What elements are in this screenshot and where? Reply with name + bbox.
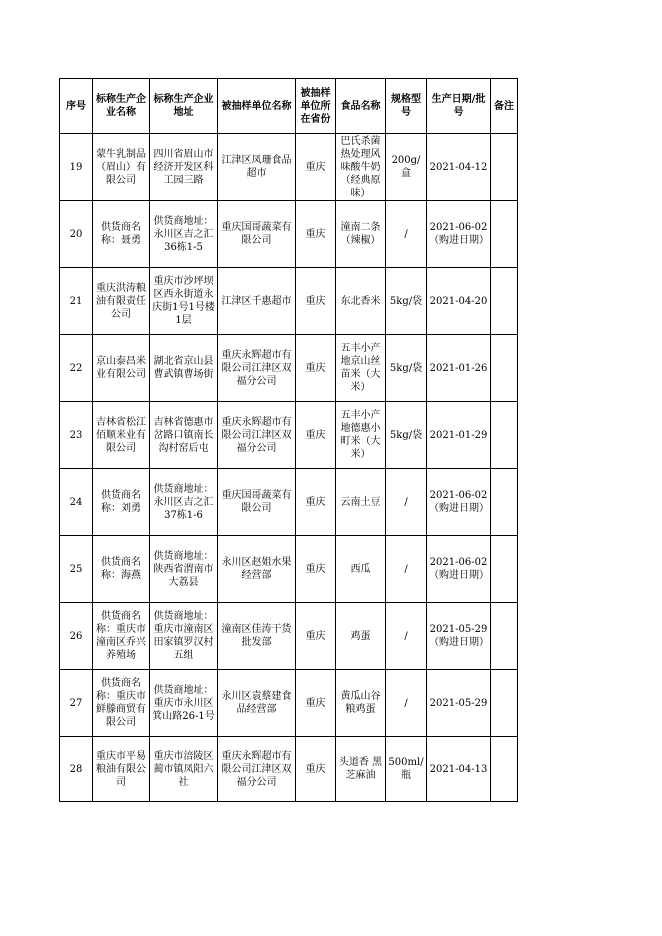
cell-producer-name: 吉林省松江佰顺米业有限公司 bbox=[93, 402, 150, 469]
cell-food-name: 鸡蛋 bbox=[336, 603, 386, 670]
cell-province: 重庆 bbox=[296, 134, 336, 201]
cell-sampled-unit: 潼南区佳涛干货批发部 bbox=[218, 603, 296, 670]
cell-food-name: 云南土豆 bbox=[336, 469, 386, 536]
cell-remarks bbox=[491, 201, 518, 268]
cell-province: 重庆 bbox=[296, 603, 336, 670]
cell-province: 重庆 bbox=[296, 402, 336, 469]
cell-date-batch: 2021-04-20 bbox=[427, 268, 491, 335]
cell-seq: 25 bbox=[60, 536, 93, 603]
cell-province: 重庆 bbox=[296, 670, 336, 737]
cell-sampled-unit: 永川区赵姐水果经营部 bbox=[218, 536, 296, 603]
cell-remarks bbox=[491, 134, 518, 201]
cell-remarks bbox=[491, 737, 518, 802]
cell-seq: 21 bbox=[60, 268, 93, 335]
cell-province: 重庆 bbox=[296, 536, 336, 603]
cell-producer-name: 供货商名称：重庆市鲜滕商贸有限公司 bbox=[93, 670, 150, 737]
cell-sampled-unit: 重庆永辉超市有限公司江津区双福分公司 bbox=[218, 335, 296, 402]
cell-producer-address: 吉林省德惠市岔路口镇南长沟村窑后屯 bbox=[150, 402, 218, 469]
cell-remarks bbox=[491, 670, 518, 737]
table-row bbox=[60, 469, 518, 536]
cell-spec: / bbox=[386, 670, 427, 737]
cell-province: 重庆 bbox=[296, 737, 336, 802]
header-producer-name: 标称生产企业名称 bbox=[93, 79, 150, 134]
table-row bbox=[60, 402, 518, 469]
cell-remarks bbox=[491, 536, 518, 603]
table-row bbox=[60, 335, 518, 402]
table-row bbox=[60, 670, 518, 737]
header-producer-address: 标称生产企业地址 bbox=[150, 79, 218, 134]
cell-date-batch: 2021-05-29 bbox=[427, 670, 491, 737]
cell-food-name: 黄瓜山谷粮鸡蛋 bbox=[336, 670, 386, 737]
cell-spec: 500ml/瓶 bbox=[386, 737, 427, 802]
cell-seq: 27 bbox=[60, 670, 93, 737]
cell-date-batch: 2021-04-12 bbox=[427, 134, 491, 201]
cell-seq: 23 bbox=[60, 402, 93, 469]
cell-producer-name: 重庆市平易粮油有限公司 bbox=[93, 737, 150, 802]
cell-producer-address: 供货商地址：永川区吉之汇36栋1-5 bbox=[150, 201, 218, 268]
cell-producer-address: 重庆市沙坪坝区西永街道永庆街1号1号楼1层 bbox=[150, 268, 218, 335]
cell-producer-address: 供货商地址：重庆市永川区箕山路26-1号 bbox=[150, 670, 218, 737]
cell-seq: 26 bbox=[60, 603, 93, 670]
cell-spec: 5kg/袋 bbox=[386, 268, 427, 335]
cell-sampled-unit: 重庆国哥蔬菜有限公司 bbox=[218, 469, 296, 536]
cell-province: 重庆 bbox=[296, 201, 336, 268]
cell-sampled-unit: 江津区凤珊食品超市 bbox=[218, 134, 296, 201]
cell-producer-name: 供货商名称：重庆市潼南区乔兴养殖场 bbox=[93, 603, 150, 670]
cell-date-batch: 2021-05-29（购进日期） bbox=[427, 603, 491, 670]
sampling-table bbox=[59, 78, 518, 802]
header-sampled-unit: 被抽样单位名称 bbox=[218, 79, 296, 134]
cell-producer-address: 供货商地址：陕西省渭南市大荔县 bbox=[150, 536, 218, 603]
table-body bbox=[60, 134, 518, 802]
cell-producer-name: 供货商名称：刘勇 bbox=[93, 469, 150, 536]
cell-remarks bbox=[491, 402, 518, 469]
cell-remarks bbox=[491, 335, 518, 402]
cell-seq: 28 bbox=[60, 737, 93, 802]
cell-seq: 19 bbox=[60, 134, 93, 201]
cell-producer-address: 供货商地址：永川区吉之汇37栋1-6 bbox=[150, 469, 218, 536]
cell-food-name: 潼南二条（辣椒） bbox=[336, 201, 386, 268]
cell-remarks bbox=[491, 469, 518, 536]
cell-food-name: 巴氏杀菌热处理风味酸牛奶（经典原味） bbox=[336, 134, 386, 201]
cell-province: 重庆 bbox=[296, 335, 336, 402]
cell-spec: 5kg/袋 bbox=[386, 402, 427, 469]
table-row bbox=[60, 268, 518, 335]
cell-food-name: 五丰小产地德惠小町米（大米） bbox=[336, 402, 386, 469]
cell-sampled-unit: 重庆永辉超市有限公司江津区双福分公司 bbox=[218, 402, 296, 469]
cell-seq: 22 bbox=[60, 335, 93, 402]
cell-province: 重庆 bbox=[296, 469, 336, 536]
cell-sampled-unit: 重庆国哥蔬菜有限公司 bbox=[218, 201, 296, 268]
header-province: 被抽样单位所在省份 bbox=[296, 79, 336, 134]
cell-food-name: 西瓜 bbox=[336, 536, 386, 603]
cell-spec: 200g/盒 bbox=[386, 134, 427, 201]
cell-seq: 20 bbox=[60, 201, 93, 268]
table-row bbox=[60, 737, 518, 802]
cell-spec: / bbox=[386, 201, 427, 268]
cell-producer-name: 京山泰昌米业有限公司 bbox=[93, 335, 150, 402]
cell-producer-address: 湖北省京山县曹武镇曹场街 bbox=[150, 335, 218, 402]
cell-sampled-unit: 重庆永辉超市有限公司江津区双福分公司 bbox=[218, 737, 296, 802]
cell-date-batch: 2021-01-29 bbox=[427, 402, 491, 469]
header-date-batch: 生产日期/批号 bbox=[427, 79, 491, 134]
table-row bbox=[60, 536, 518, 603]
cell-producer-name: 蒙牛乳制品（眉山）有限公司 bbox=[93, 134, 150, 201]
cell-date-batch: 2021-01-26 bbox=[427, 335, 491, 402]
table-row bbox=[60, 603, 518, 670]
cell-sampled-unit: 永川区袁蔡建食品经营部 bbox=[218, 670, 296, 737]
cell-producer-address: 重庆市涪陵区蔺市镇凤阳六社 bbox=[150, 737, 218, 802]
cell-date-batch: 2021-06-02（购进日期） bbox=[427, 201, 491, 268]
header-seq: 序号 bbox=[60, 79, 93, 134]
header-remarks: 备注 bbox=[491, 79, 518, 134]
cell-date-batch: 2021-04-13 bbox=[427, 737, 491, 802]
cell-food-name: 五丰小产地京山丝苗米（大米） bbox=[336, 335, 386, 402]
cell-producer-name: 供货商名称：海燕 bbox=[93, 536, 150, 603]
cell-sampled-unit: 江津区千惠超市 bbox=[218, 268, 296, 335]
cell-producer-name: 供货商名称：聂勇 bbox=[93, 201, 150, 268]
cell-date-batch: 2021-06-02（购进日期） bbox=[427, 469, 491, 536]
cell-date-batch: 2021-06-02（购进日期） bbox=[427, 536, 491, 603]
header-row bbox=[60, 79, 518, 134]
header-food-name: 食品名称 bbox=[336, 79, 386, 134]
cell-spec: / bbox=[386, 603, 427, 670]
cell-spec: / bbox=[386, 469, 427, 536]
cell-remarks bbox=[491, 603, 518, 670]
table-row bbox=[60, 201, 518, 268]
cell-spec: / bbox=[386, 536, 427, 603]
table-row bbox=[60, 134, 518, 201]
cell-food-name: 东北香米 bbox=[336, 268, 386, 335]
cell-spec: 5kg/袋 bbox=[386, 335, 427, 402]
header-spec: 规格型号 bbox=[386, 79, 427, 134]
cell-producer-address: 四川省眉山市经济开发区科工园三路 bbox=[150, 134, 218, 201]
cell-producer-name: 重庆洪涛粮油有限责任公司 bbox=[93, 268, 150, 335]
cell-province: 重庆 bbox=[296, 268, 336, 335]
cell-remarks bbox=[491, 268, 518, 335]
cell-seq: 24 bbox=[60, 469, 93, 536]
cell-food-name: 头道香 黑芝麻油 bbox=[336, 737, 386, 802]
cell-producer-address: 供货商地址：重庆市潼南区田家镇罗汉村五组 bbox=[150, 603, 218, 670]
